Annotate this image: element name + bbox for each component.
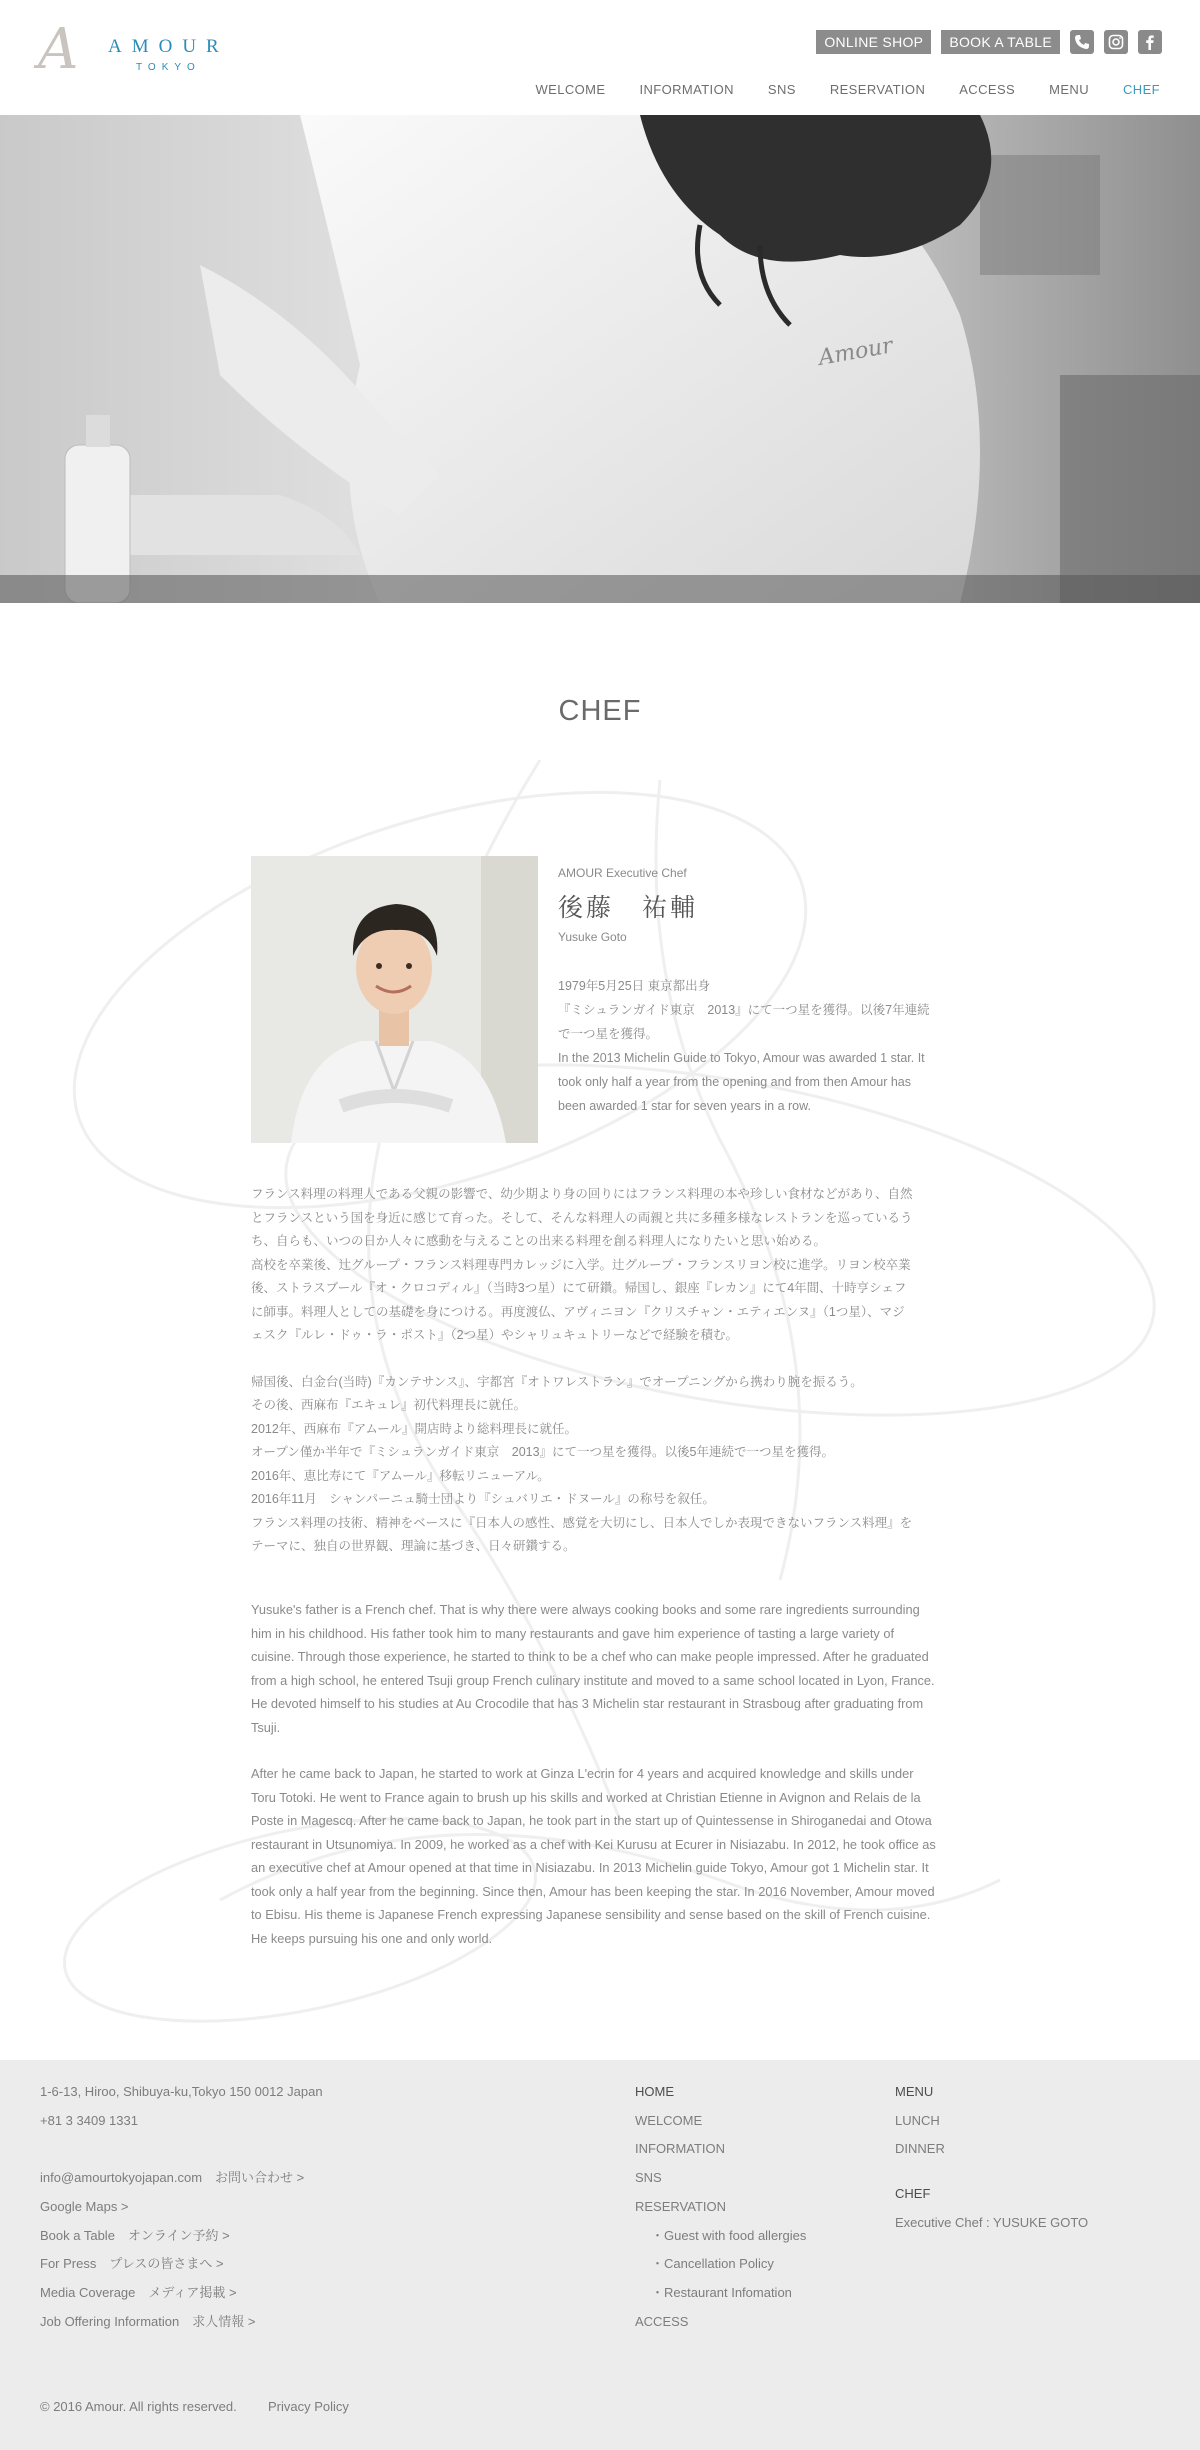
footer-link-media[interactable]: Media Coverage メディア掲載 > [40, 2284, 237, 2300]
chef-summary-line: In the 2013 Michelin Guide to Tokyo, Amour was awarded 1 star. It [558, 1051, 925, 1065]
book-table-button[interactable]: BOOK A TABLE [941, 30, 1060, 54]
footer-menu-dinner[interactable]: DINNER [895, 2141, 945, 2157]
chef-summary-line: took only half a year from the opening and from then Amour has [558, 1075, 911, 1089]
privacy-policy-link[interactable]: Privacy Policy [268, 2399, 349, 2414]
footer-menu-lunch[interactable]: LUNCH [895, 2112, 940, 2128]
copyright: © 2016 Amour. All rights reserved. [40, 2399, 237, 2414]
nav-reservation[interactable]: RESERVATION [829, 82, 926, 97]
header-actions [816, 30, 1162, 54]
phone-icon[interactable] [1070, 30, 1094, 54]
footer-menu-heading[interactable]: MENU [895, 2084, 934, 2099]
footer-link-email[interactable]: info@amourtokyojapan.com お問い合わせ > [40, 2170, 305, 2186]
logo-name: AMOUR [108, 36, 229, 57]
footer-nav-welcome[interactable]: WELCOME [635, 2112, 703, 2128]
biography-en-para: After he came back to Japan, he started to work at Ginza L'ecrin for 4 years and acquired knowledge and skills under Toru Totoki. He went to France again to brush up his skills and worked at Christian Etienne in Avignon and Relais de la Poste in Magescq. After he came back to Japan, he took part in the start up of Quintessense in Shiroganedai and Otowa restaurant in Utsunomiya. In 2009, he worked as a chef with Kei Kurusu at Ecurer in Nisiazabu. In 2012, he took office as an executive chef at Amour opened at that time in Nisiazabu. In 2013 Michelin guide Tokyo, Amour got 1 Michelin star. It took only a half year from the beginning. Since then, Amour has been keeping the star. In 2016 November, Amour moved to Ebisu. His theme is Japanese French expressing Japanese sensibility and sense based on the skill of French cuisine. He keeps pursuing his one and only world. [251, 1766, 936, 1946]
chef-role: AMOUR Executive Chef [558, 866, 687, 880]
svg-text:Amour: Amour [816, 333, 895, 371]
footer-address: 1-6-13, Hiroo, Shibuya-ku,Tokyo 150 0012 Japan [40, 2084, 323, 2099]
footer-nav-restaurant-info[interactable]: ・Restaurant Infomation [651, 2284, 792, 2300]
facebook-icon[interactable] [1138, 30, 1162, 54]
nav-sns[interactable]: SNS [767, 82, 796, 97]
chef-name-en: Yusuke Goto [558, 930, 627, 944]
footer-nav-reservation[interactable]: RESERVATION [635, 2198, 727, 2214]
site-footer [0, 2060, 1200, 2450]
hero-image [0, 115, 1200, 603]
footer-nav-cancellation[interactable]: ・Cancellation Policy [651, 2256, 774, 2272]
footer-chef-heading[interactable]: CHEF [895, 2186, 931, 2202]
biography-en-para: Yusuke's father is a French chef. That is why there were always cooking books and some rare ingredients surrounding him in his childhood. His father took him to many restaurants and gave him experience of tasting a large variety of cuisine. Through those experience, he started to think to be a chef who can make people impressed. After he graduated from a high school, he entered Tsuji group French culinary institute and moved to a same school located in Lyon, France. He devoted himself to his studies at Au Crocodile that has 3 Michelin star restaurant in Strasboug after graduating from Tsuji. [251, 1602, 935, 1735]
nav-access[interactable]: ACCESS [959, 82, 1016, 97]
nav-welcome[interactable]: WELCOME [535, 82, 606, 97]
footer-link-press[interactable]: For Press プレスの皆さまへ > [40, 2256, 224, 2272]
chef-summary-line: 1979年5月25日 東京都出身 [558, 979, 711, 993]
footer-site-nav [635, 2078, 806, 2336]
footer-link-book-table[interactable]: Book a Table オンライン予約 > [40, 2227, 230, 2243]
footer-nav-information[interactable]: INFORMATION [635, 2141, 726, 2157]
amour-logo[interactable] [38, 17, 238, 82]
chef-summary [558, 974, 950, 1118]
biography-en [251, 1598, 950, 1950]
nav-information[interactable]: INFORMATION [639, 82, 734, 97]
footer-phone[interactable]: +81 3 3409 1331 [40, 2112, 138, 2128]
logo-monogram: A [38, 17, 79, 82]
chef-name-jp: 後藤 祐輔 [558, 893, 699, 922]
nav-menu[interactable]: MENU [1049, 82, 1089, 97]
footer-nav-home[interactable]: HOME [635, 2084, 674, 2099]
footer-nav-access[interactable]: ACCESS [635, 2313, 689, 2329]
chef-portrait [251, 856, 538, 1143]
online-shop-button[interactable]: ONLINE SHOP [816, 30, 931, 54]
main-nav [535, 82, 1160, 97]
logo-city: TOKYO [136, 62, 201, 73]
page-title: CHEF [558, 695, 642, 727]
footer-contact [40, 2078, 323, 2336]
biography-jp [251, 1183, 950, 1559]
chef-summary-line: 『ミシュランガイド東京 2013』にて一つ星を獲得。以後7年連続 [558, 1003, 930, 1017]
footer-link-jobs[interactable]: Job Offering Information 求人情報 > [40, 2313, 256, 2329]
instagram-icon[interactable] [1104, 30, 1128, 54]
footer-nav-allergies[interactable]: ・Guest with food allergies [651, 2227, 807, 2243]
biography-jp-para: フランス料理の料理人である父親の影響で、幼少期より身の回りにはフランス料理の本や珍しい食材などがあり、自然 とフランスという国を身近に感じて育った。そして、そんな料理人の両親と共に多種多様なレストランを巡っているう ち、自らも、いつの日か人々に感動を与えることの出来る料理を創る料理人になりたいと思い始める。 高校を卒業後、辻グループ・フランス料理専門カレッジに入学。辻グループ・フランスリヨン校に進学。リヨン校卒業 後、ストラスブール『オ・クロコディル』（当時3つ星）にて研鑽。帰国し、銀座『レカン』にて4年間、十時亨シェフ に師事。料理人としての基礎を身につける。再度渡仏、アヴィニヨン『クリスチャン・エティエンヌ』（1つ星）、マジ ェスク『ルレ・ドゥ・ラ・ポスト』（2つ星）やシャリュキュトリーなどで経験を積む。 [251, 1187, 913, 1342]
chef-info [558, 866, 950, 1118]
biography-jp-para: 帰国後、白金台(当時)『カンテサンス』、宇都宮『オトワレストラン』でオープニングから携わり腕を振るう。 その後、西麻布『エキュレ』初代料理長に就任。 2012年、西麻布『アムール』開店時より総料理長に就任。 オープン僅か半年で『ミシュランガイド東京 2013』にて一つ星を獲得。以後5年連続で一つ星を獲得。 2016年、恵比寿にて『アムール』移転リニューアル。 2016年11月 シャンパーニュ騎士団より『シュバリエ・ドヌール』の称号を叙任。 フランス料理の技術、精神をベースに『日本人の感性、感覚を大切にし、日本人でしか表現できないフランス料理』を テーマに、独自の世界観、理論に基づき、日々研鑽する。 [251, 1374, 913, 1553]
chef-summary-line: で一つ星を獲得。 [558, 1027, 659, 1041]
footer-menu-nav [895, 2078, 1088, 2238]
nav-chef[interactable]: CHEF [1123, 82, 1160, 97]
chef-summary-line: been awarded 1 star for seven years in a row. [558, 1099, 811, 1113]
site-header [0, 0, 1200, 115]
footer-nav-sns[interactable]: SNS [635, 2170, 662, 2186]
footer-link-google-maps[interactable]: Google Maps > [40, 2198, 129, 2214]
footer-chef-link[interactable]: Executive Chef : YUSUKE GOTO [895, 2214, 1089, 2230]
